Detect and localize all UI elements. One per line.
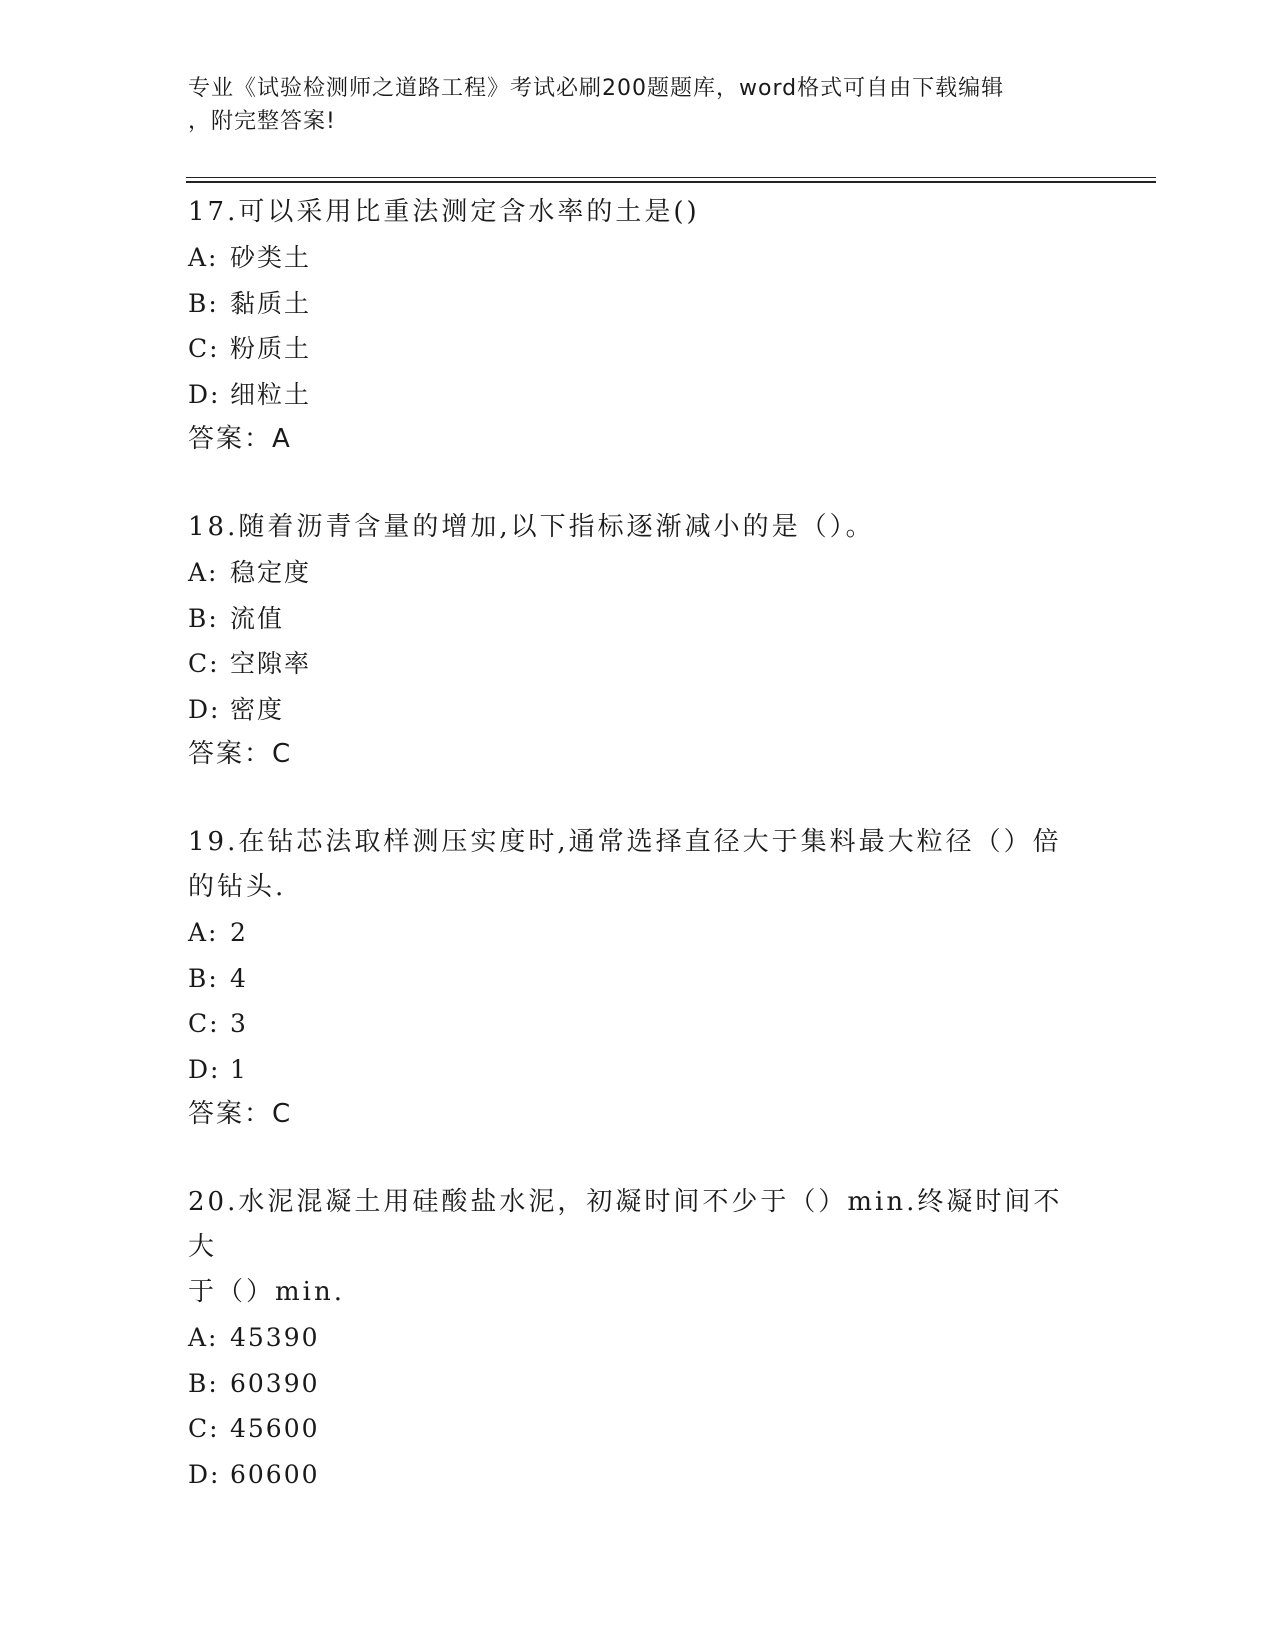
- option-c: [188, 1001, 1088, 1047]
- option-letter: D:: [188, 1054, 221, 1084]
- option-letter: C:: [188, 334, 220, 363]
- question-stem-line-2: 于（）min.: [188, 1277, 345, 1307]
- question-stem-line-1: 20.水泥混凝土用硅酸盐水泥，初凝时间不少于（）min.终凝时间不大: [188, 1187, 1063, 1262]
- question-stem: 17.可以采用比重法测定含水率的土是(): [188, 197, 700, 227]
- option-text: 3: [230, 1009, 248, 1038]
- question-spacer: [188, 462, 1088, 505]
- option-letter: A:: [188, 558, 219, 587]
- answer-line: 答案：C: [188, 739, 293, 769]
- question-19: [188, 820, 1088, 1137]
- option-text: 4: [230, 963, 248, 993]
- option-a: [188, 910, 1088, 956]
- header-line-1: 专业《试验检测师之道路工程》考试必刷200题题库，word格式可自由下载编辑: [188, 76, 1005, 101]
- option-text: 45390: [230, 1323, 320, 1352]
- header-divider-thick: [186, 181, 1156, 183]
- document-header: [188, 72, 1088, 138]
- question-20: [188, 1180, 1088, 1497]
- option-b: [188, 1361, 1088, 1407]
- option-letter: B:: [188, 963, 219, 993]
- option-d: [188, 1452, 1088, 1498]
- option-b: [188, 596, 1088, 642]
- option-a: [188, 550, 1088, 596]
- question-spacer: [188, 777, 1088, 820]
- answer-line: 答案：C: [188, 1099, 293, 1129]
- option-text: 60600: [230, 1459, 320, 1489]
- question-18: [188, 505, 1088, 777]
- question-spacer: [188, 1137, 1088, 1180]
- option-c: [188, 1406, 1088, 1452]
- option-text: 空隙率: [230, 649, 312, 678]
- option-letter: D:: [188, 694, 221, 724]
- option-text: 粉质土: [230, 334, 312, 363]
- question-stem: 18.随着沥青含量的增加,以下指标逐渐减小的是（）。: [188, 512, 875, 542]
- option-letter: A:: [188, 243, 219, 272]
- header-line-2: ，附完整答案!: [188, 109, 336, 134]
- option-text: 1: [230, 1054, 248, 1084]
- option-letter: A:: [188, 1323, 219, 1352]
- option-d: [188, 687, 1088, 733]
- option-b: [188, 956, 1088, 1002]
- option-letter: C:: [188, 1009, 220, 1038]
- option-text: 稳定度: [230, 558, 312, 587]
- option-text: 流值: [230, 603, 285, 633]
- option-c: [188, 326, 1088, 372]
- option-text: 砂类土: [230, 243, 312, 272]
- option-letter: D:: [188, 1459, 221, 1489]
- option-letter: B:: [188, 288, 219, 318]
- option-b: [188, 281, 1088, 327]
- option-text: 45600: [230, 1414, 320, 1443]
- option-letter: C:: [188, 649, 220, 678]
- option-d: [188, 1047, 1088, 1093]
- option-letter: B:: [188, 1368, 219, 1398]
- option-text: 黏质土: [230, 288, 312, 318]
- option-letter: C:: [188, 1414, 220, 1443]
- question-17: [188, 190, 1088, 462]
- option-text: 2: [230, 918, 248, 947]
- option-text: 密度: [230, 694, 285, 724]
- option-d: [188, 372, 1088, 418]
- option-letter: D:: [188, 379, 221, 409]
- option-text: 60390: [230, 1368, 320, 1398]
- option-a: [188, 1315, 1088, 1361]
- option-a: [188, 235, 1088, 281]
- question-list: [188, 190, 1088, 1497]
- option-text: 细粒土: [230, 379, 312, 409]
- question-stem-line-1: 19.在钻芯法取样测压实度时,通常选择直径大于集料最大粒径（）倍: [188, 827, 1062, 857]
- answer-line: 答案：A: [188, 424, 292, 454]
- question-stem-line-2: 的钻头.: [188, 872, 287, 902]
- header-divider-thin: [186, 177, 1156, 178]
- option-letter: B:: [188, 603, 219, 633]
- option-letter: A:: [188, 918, 219, 947]
- option-c: [188, 641, 1088, 687]
